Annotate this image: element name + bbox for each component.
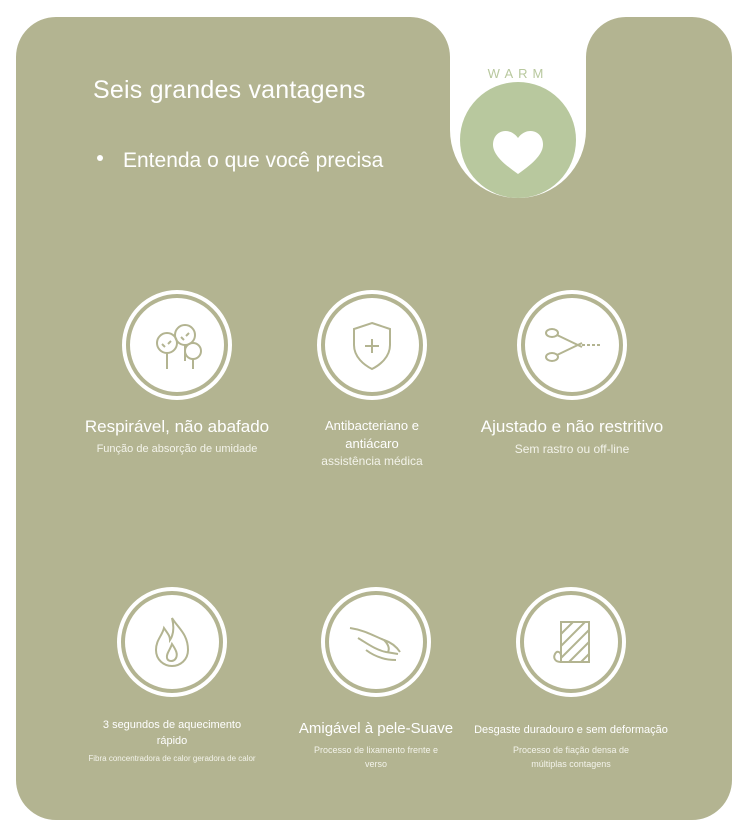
scissors-icon (540, 313, 604, 377)
feature-ring (117, 587, 227, 697)
feature-desc: assistência médica (321, 454, 423, 468)
feature-desc: Processo de lixamento frente e verso (313, 745, 439, 769)
feature-ring (317, 290, 427, 400)
feature-desc: Fibra concentradora de calor geradora de calor (88, 754, 256, 763)
feature-title: 3 segundos de aquecimento rápido (102, 719, 242, 747)
hand-icon (344, 610, 408, 674)
badge-circle (460, 82, 576, 198)
feature-title: Ajustado e não restritivo (480, 417, 664, 436)
badge-text: WARM (487, 66, 549, 81)
feature-breathable (67, 290, 287, 457)
feature-desc: Processo de fiação densa de múltiplas contagens (512, 745, 630, 769)
heart-icon (488, 122, 548, 182)
feature-title: Desgaste duradouro e sem deformação (474, 724, 668, 736)
feature-title: Respirável, não abafado (84, 417, 270, 436)
feature-durable (461, 587, 681, 771)
flame-icon (140, 610, 204, 674)
feature-desc: Sem rastro ou off-line (514, 442, 630, 456)
subtitle-text: Entenda o que você precisa (123, 149, 384, 172)
fabric-swatch-icon (539, 610, 603, 674)
trees-icon (145, 313, 209, 377)
subtitle (97, 149, 383, 173)
warm-badge (460, 62, 576, 178)
feature-antibacterial (262, 290, 482, 469)
feature-ring (122, 290, 232, 400)
feature-ring (516, 587, 626, 697)
feature-title: Antibacteriano e antiácaro (325, 418, 419, 451)
bullet-icon (97, 155, 103, 161)
feature-fitted (462, 290, 682, 457)
feature-ring (517, 290, 627, 400)
feature-desc: Função de absorção de umidade (96, 443, 258, 455)
page-title: Seis grandes vantagens (93, 76, 366, 104)
shield-cross-icon (340, 313, 404, 377)
feature-skin-friendly (266, 587, 486, 771)
feature-title: Amigável à pele-Suave (298, 720, 454, 737)
feature-heating (62, 587, 282, 765)
feature-ring (321, 587, 431, 697)
